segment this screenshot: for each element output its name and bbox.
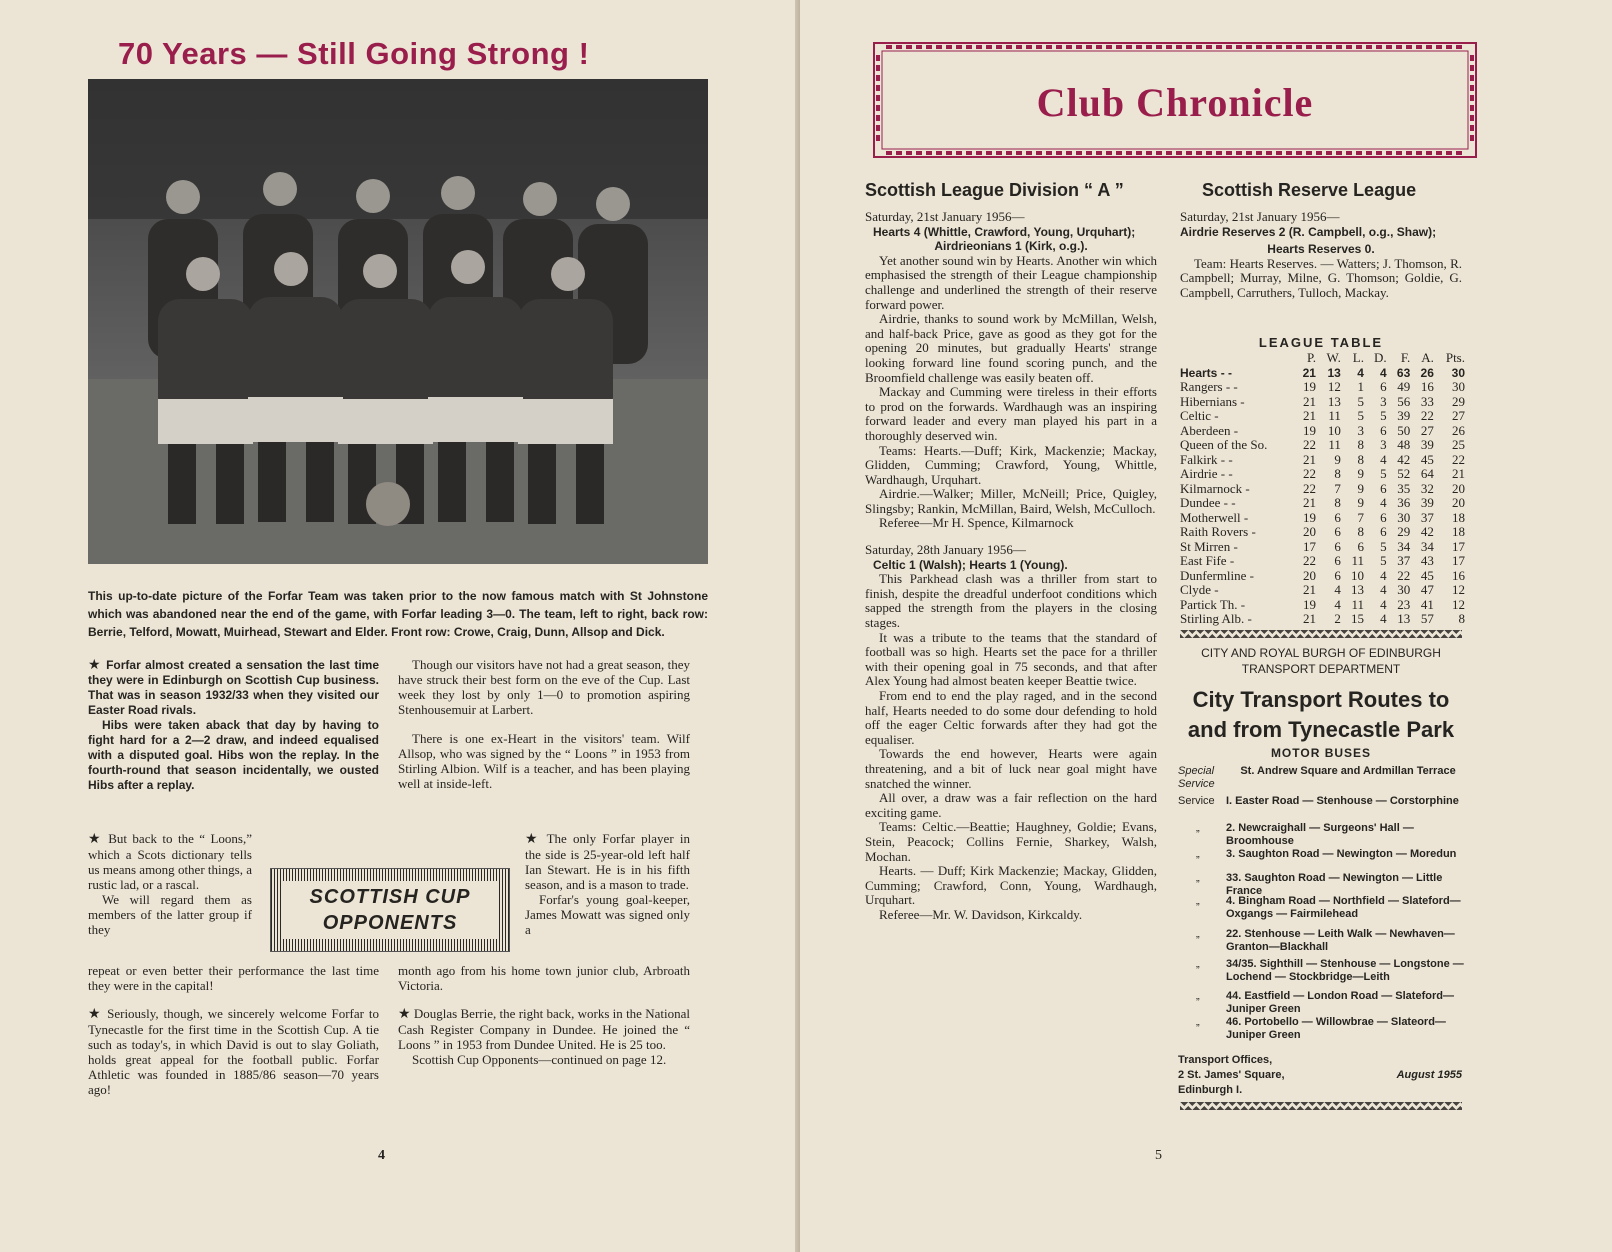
route-item (1178, 895, 1470, 928)
team-name: Queen of the So. (1180, 437, 1268, 452)
article-berrie (398, 1006, 690, 1067)
stat-l: 8 (1357, 437, 1364, 452)
table-row (1180, 438, 1465, 453)
stat-a: 32 (1420, 480, 1434, 496)
stat-d: 6 (1380, 509, 1387, 525)
stat-p: 19 (1302, 596, 1316, 612)
stat-p: 17 (1302, 538, 1316, 554)
stat-l: 10 (1350, 567, 1364, 583)
page-title: 70 Years — Still Going Strong ! (118, 36, 590, 71)
route-item (1178, 990, 1470, 1016)
team-name: Hearts - - (1180, 365, 1233, 380)
stat-w: 4 (1334, 582, 1341, 597)
stat-w: 13 (1327, 393, 1341, 409)
route-label: „ (1196, 928, 1200, 940)
route-text: St. Andrew Square and Ardmillan Terrace (1240, 765, 1456, 777)
stat-f: 30 (1397, 509, 1411, 525)
paragraph: Forfar's young goal-keeper, James Mowatt was signed only a (525, 892, 690, 937)
stat-d: 4 (1380, 611, 1387, 626)
stat-d: 6 (1380, 379, 1387, 394)
stat-p: 22 (1302, 480, 1316, 496)
offices-line: Transport Offices, (1178, 1054, 1273, 1066)
col-header: P. (1306, 350, 1316, 365)
stat-pts: 26 (1452, 422, 1465, 438)
scottish-cup-opponents-box (270, 868, 510, 952)
team-name: Celtic - (1180, 408, 1219, 423)
route-item (1178, 795, 1470, 821)
route-text: 22. Stenhouse — Leith Walk — Newhaven—Granton—Blackhall (1226, 928, 1455, 953)
transport-dept-line2: TRANSPORT DEPARTMENT (1241, 662, 1401, 676)
paragraph: The only Forfar player in the side is 25-year-old left half Ian Stewart. He is in his fifth season, and is a mason to trade. (525, 831, 691, 892)
stat-l: 8 (1357, 451, 1364, 467)
continued-note: Scottish Cup Opponents—continued on page 12. (412, 1052, 667, 1067)
stat-f: 48 (1397, 437, 1411, 452)
team-name: Clyde - (1180, 582, 1219, 597)
stat-d: 4 (1380, 451, 1387, 467)
paragraph: Mackay and Cumming were tireless in their efforts to prod on the forwards. Wardhaugh was an inspiring forward leader and every man played his part in a thoroughly deserved win. (865, 384, 1157, 443)
transport-section (1180, 645, 1462, 761)
route-item (1178, 958, 1470, 990)
team-name: Hibernians - (1180, 393, 1245, 409)
team-name: East Fife - (1180, 553, 1235, 568)
table-row (1180, 395, 1465, 410)
stat-p: 19 (1302, 422, 1316, 438)
route-text: 33. Saughton Road — Newington — Little France (1226, 872, 1443, 897)
stat-p: 22 (1302, 466, 1316, 481)
league-table-title: LEAGUE TABLE (1258, 335, 1384, 350)
paragraph: Forfar almost created a sensation the last time they were in Edinburgh on Scottish Cup business. That was in season 1932/33 when they visited our Easter Road rivals. (88, 658, 380, 717)
table-row (1180, 583, 1465, 598)
stat-f: 22 (1397, 567, 1411, 583)
page-number: 4 (378, 1148, 385, 1163)
col-header: W. (1326, 350, 1341, 365)
team-name: Dunfermline - (1180, 567, 1255, 583)
stat-l: 15 (1350, 611, 1364, 626)
page-left (0, 0, 800, 1252)
stat-a: 41 (1420, 596, 1434, 612)
page-right (800, 0, 1612, 1252)
stat-a: 47 (1420, 582, 1434, 597)
team-name: Falkirk - - (1180, 451, 1233, 467)
route-text: 34/35. Sighthill — Stenhouse — Longstone — Lochend — Stockbridge—Leith (1226, 958, 1464, 983)
article-loons (88, 831, 252, 937)
star-icon: ★ (398, 1006, 411, 1022)
article-stewart (525, 831, 690, 937)
division-a-reports (865, 210, 1157, 923)
paragraph: Airdrie, thanks to sound work by McMillan, Welsh, and half-back Price, gave as good as they got for the opening 20 minutes, but gradually Hearts' strange looking forward line found scoring punch, and the Broomfield challenge was easily beaten off. (865, 311, 1157, 385)
table-row (1180, 424, 1465, 439)
paragraph: Seriously, though, we sincerely welcome Forfar to Tynecastle for the first time in the Scottish Cup. A tie such as today's, in which David is out to slay Goliath, holds great appeal for the football public. Forfar Athletic was founded in 1885/86 season—70 years ago! (88, 1006, 379, 1097)
table-row (1180, 540, 1465, 555)
caption-text: This up-to-date picture of the Forfar Team was taken prior to the now famous match with St Johnstone which was abandoned near the end of the game, with Forfar leading 3—0. The team, left to right, back row: Berrie, Telford, Mowatt, Muirhead, Stewart and Elder. Front row: Crowe, Craig, Dunn, Allsop and Dick. (88, 589, 708, 639)
stat-a: 16 (1420, 379, 1434, 394)
team-name: Aberdeen - (1180, 422, 1239, 438)
stat-f: 42 (1397, 451, 1411, 467)
route-text: 44. Eastfield — London Road — Slateford—Juniper Green (1226, 990, 1454, 1015)
table-row (1180, 482, 1465, 497)
route-item (1178, 1016, 1470, 1042)
stat-f: 39 (1397, 408, 1411, 423)
stat-w: 10 (1327, 422, 1341, 438)
match-date: Saturday, 21st January 1956— (1180, 209, 1340, 224)
transport-dept-line1: CITY AND ROYAL BURGH OF EDINBURGH (1201, 646, 1441, 660)
referee: Referee—Mr H. Spence, Kilmarnock (879, 515, 1074, 531)
stat-w: 13 (1327, 365, 1341, 380)
stat-l: 1 (1357, 379, 1364, 394)
stat-a: 33 (1420, 393, 1434, 409)
stat-pts: 16 (1452, 567, 1465, 583)
match-date: Saturday, 21st January 1956— (865, 209, 1025, 224)
stat-l: 7 (1357, 509, 1364, 525)
paragraph: repeat or even better their performance the last time they were in the capital! (88, 963, 379, 993)
route-text: 3. Saughton Road — Newington — Moredun (1226, 848, 1457, 860)
table-row (1180, 554, 1465, 569)
route-label: Special Service (1178, 765, 1215, 790)
route-item (1178, 872, 1470, 895)
stat-f: 49 (1397, 379, 1411, 394)
stat-p: 21 (1302, 495, 1316, 510)
paragraph: It was a tribute to the teams that the standard of football was so high. Hearts set the pace for a thriller with their opening goal in 75 seconds, and that after Alex Young had almost beaten keeper Beattie twice. (865, 629, 1157, 689)
banner-title: Club Chronicle (1036, 80, 1314, 125)
match-score: Hearts 4 (Whittle, Crawford, Young, Urquhart); (873, 224, 1136, 239)
table-row (1180, 598, 1465, 613)
stat-l: 11 (1351, 553, 1364, 568)
stat-d: 5 (1380, 553, 1387, 568)
team-name: Raith Rovers - (1180, 524, 1256, 539)
stat-a: 43 (1420, 553, 1434, 568)
stat-pts: 18 (1452, 524, 1465, 539)
table-row (1180, 612, 1465, 627)
photo-caption (88, 587, 708, 641)
stat-f: 56 (1397, 393, 1411, 409)
star-icon: ★ (88, 831, 103, 847)
stat-w: 4 (1334, 596, 1341, 612)
paragraph: There is one ex-Heart in the visitors' team. Wilf Allsop, who was signed by the “ Loons ” in 1953 from Stirling Albion. Wilf is a teacher, and has been playing well at inside-left. (398, 731, 690, 791)
team-lineup: Teams: Hearts.—Duff; Kirk, Mackenzie; Mackay, Glidden, Cumming; Crawford, Young, Whittle, Wardhaugh, Urquhart. (865, 442, 1157, 487)
team-lineup: Hearts. — Duff; Kirk Mackenzie; Mackay, Glidden, Cumming; Crawford, Conn, Young, Wardhaugh, Urquhart. (865, 863, 1157, 908)
stat-l: 6 (1357, 538, 1364, 554)
stat-f: 37 (1397, 553, 1411, 568)
stat-f: 50 (1397, 422, 1411, 438)
stat-f: 35 (1397, 480, 1411, 496)
stat-d: 6 (1380, 422, 1387, 438)
route-item (1178, 765, 1470, 793)
table-row (1180, 366, 1465, 381)
stat-d: 4 (1380, 596, 1387, 612)
article-visitors-form (398, 657, 690, 791)
transport-title-line2: and from Tynecastle Park (1187, 717, 1455, 742)
team-name: Stirling Alb. - (1180, 611, 1252, 626)
stat-a: 22 (1420, 408, 1434, 423)
team-name: Kilmarnock - (1180, 480, 1250, 496)
table-row (1180, 409, 1465, 424)
star-icon: ★ (88, 1006, 103, 1022)
stat-f: 52 (1397, 466, 1411, 481)
stat-a: 42 (1420, 524, 1434, 539)
stat-d: 3 (1380, 393, 1387, 409)
stat-pts: 18 (1452, 509, 1465, 525)
offices-line: Edinburgh I. (1178, 1084, 1243, 1096)
offices-date: August 1955 (1396, 1069, 1462, 1081)
stat-w: 8 (1334, 495, 1341, 510)
team-lineup: Teams: Celtic.—Beattie; Haughney, Goldie; Evans, Stein, Peacock; Collins Fernie, Sharkey, Walsh, Mochan. (865, 819, 1157, 864)
stat-w: 12 (1327, 379, 1341, 394)
stat-p: 20 (1302, 524, 1316, 539)
offices-line: 2 St. James' Square, (1178, 1069, 1285, 1081)
referee: Referee—Mr. W. Davidson, Kirkcaldy. (879, 906, 1083, 922)
stat-l: 8 (1357, 524, 1364, 539)
route-item (1178, 848, 1470, 872)
stat-l: 11 (1351, 596, 1364, 612)
stat-p: 21 (1302, 451, 1316, 467)
table-row (1180, 453, 1465, 468)
route-list (1178, 765, 1470, 1050)
match-score: Celtic 1 (Walsh); Hearts 1 (Young). (873, 557, 1068, 572)
stat-pts: 12 (1452, 582, 1465, 597)
stat-p: 21 (1302, 408, 1316, 423)
stat-l: 13 (1350, 582, 1364, 597)
stat-a: 39 (1420, 495, 1434, 510)
stat-w: 6 (1334, 538, 1341, 554)
stat-p: 21 (1302, 393, 1316, 409)
stat-w: 6 (1334, 553, 1341, 568)
reserve-league-heading: Scottish Reserve League (1202, 180, 1417, 200)
route-text: I. Easter Road — Stenhouse — Corstorphine (1226, 795, 1459, 807)
stat-p: 22 (1302, 553, 1316, 568)
stat-f: 13 (1397, 611, 1411, 626)
division-a-heading: Scottish League Division “ A ” (865, 180, 1124, 200)
route-label: „ (1196, 872, 1200, 884)
stat-a: 34 (1420, 538, 1434, 554)
stat-pts: 21 (1452, 466, 1465, 481)
stat-a: 37 (1420, 509, 1434, 525)
table-row (1180, 511, 1465, 526)
route-text: 46. Portobello — Willowbrae — Slateord—Juniper Green (1226, 1016, 1446, 1041)
col-header: F. (1400, 350, 1411, 365)
stat-pts: 20 (1452, 480, 1465, 496)
paragraph: From end to end the play raged, and in the second half, Hearts needed to do some dour defending to hold off the eager Celtic forwards after they had got the equaliser. (865, 688, 1157, 747)
col-header: L. (1352, 350, 1364, 365)
article-loons-cont (88, 963, 379, 993)
transport-title-line1: City Transport Routes to (1192, 687, 1450, 712)
table-row (1180, 467, 1465, 482)
stat-pts: 25 (1452, 437, 1465, 452)
stat-pts: 17 (1452, 553, 1465, 568)
stat-p: 21 (1302, 582, 1316, 597)
stat-d: 5 (1380, 466, 1387, 481)
route-item (1178, 822, 1470, 848)
stat-a: 64 (1420, 466, 1434, 481)
stat-w: 6 (1334, 509, 1341, 525)
stat-p: 22 (1302, 437, 1316, 452)
route-text: 4. Bingham Road — Northfield — Slateford— Oxgangs — Fairmilehead (1226, 895, 1461, 920)
paragraph: Yet another sound win by Hearts. Another win which emphasised the strength of their League championship challenge and underlined the strength of their reserve forward power. (865, 252, 1157, 312)
stat-d: 4 (1380, 582, 1387, 597)
stat-w: 7 (1334, 480, 1341, 496)
stat-f: 23 (1397, 596, 1411, 612)
article-forfar-sensation (88, 658, 379, 793)
stat-a: 45 (1420, 451, 1434, 467)
stat-f: 30 (1397, 582, 1411, 597)
route-label: „ (1196, 848, 1200, 860)
stat-l: 9 (1357, 495, 1364, 510)
stat-l: 3 (1357, 422, 1364, 438)
team-name: St Mirren - (1180, 538, 1238, 554)
col-header: D. (1374, 350, 1387, 365)
article-stewart-cont (398, 963, 690, 993)
stat-w: 6 (1334, 567, 1341, 583)
stat-f: 34 (1397, 538, 1411, 554)
stat-a: 26 (1420, 365, 1434, 380)
stat-d: 4 (1380, 567, 1387, 583)
route-label: „ (1196, 822, 1200, 834)
table-row (1180, 525, 1465, 540)
box-title-line2: OPPONENTS (322, 912, 458, 934)
stat-a: 27 (1420, 422, 1434, 438)
stat-pts: 20 (1452, 495, 1465, 510)
stat-f: 29 (1397, 524, 1411, 539)
star-icon: ★ (525, 831, 541, 847)
col-header: A. (1421, 350, 1434, 365)
stat-w: 11 (1328, 437, 1341, 452)
stat-pts: 29 (1452, 393, 1465, 409)
stat-d: 4 (1380, 495, 1387, 510)
transport-offices (1178, 1053, 1468, 1098)
table-row (1180, 496, 1465, 511)
club-chronicle-banner (872, 41, 1478, 159)
stat-a: 45 (1420, 567, 1434, 583)
motor-buses-label: MOTOR BUSES (1270, 746, 1372, 760)
stat-p: 21 (1302, 365, 1316, 380)
stat-w: 6 (1334, 524, 1341, 539)
stat-d: 3 (1380, 437, 1387, 452)
paragraph: Hibs were taken aback that day by having to fight hard for a 2—2 draw, and indeed equalised with a disputed goal. Hibs won the replay. In the fourth-round that season incidentally, we ousted Hibs after a replay. (88, 718, 379, 792)
stat-p: 19 (1302, 379, 1316, 394)
match-score: Airdrieonians 1 (Kirk, o.g.). (934, 239, 1088, 254)
stat-a: 57 (1420, 611, 1434, 626)
page-number: 5 (1155, 1148, 1162, 1163)
match-score: Hearts Reserves 0. (1267, 242, 1375, 257)
stat-w: 8 (1334, 466, 1341, 481)
stat-w: 9 (1334, 451, 1341, 467)
paragraph: All over, a draw was a fair reflection on the hard exciting game. (865, 790, 1157, 820)
paragraph: But back to the “ Loons,” which a Scots dictionary tells us means among other things, a rustic lad, or a rascal. (88, 831, 253, 892)
team-name: Dundee - - (1180, 495, 1236, 510)
table-row (1180, 569, 1465, 584)
team-lineup: Airdrie.—Walker; Miller, McNeill; Price, Quigley, Slingsby; Rankin, McMillan, Baird, Welsh, McCulloch. (865, 486, 1157, 516)
route-item (1178, 928, 1470, 958)
team-name: Airdrie - - (1180, 466, 1233, 481)
stat-a: 39 (1420, 437, 1434, 452)
stat-pts: 17 (1452, 538, 1465, 554)
stat-l: 9 (1357, 466, 1364, 481)
divider (1180, 1102, 1462, 1110)
route-label: „ (1196, 958, 1200, 970)
route-label: „ (1196, 895, 1200, 907)
route-label: „ (1196, 1016, 1200, 1028)
team-name: Motherwell - (1180, 509, 1249, 525)
paragraph: Douglas Berrie, the right back, works in the National Cash Register Company in Dundee. He joined the “ Loons ” in 1953 from Dundee United. He is 25 too. (398, 1006, 690, 1052)
stat-pts: 30 (1451, 365, 1465, 380)
stat-w: 11 (1328, 408, 1341, 423)
paragraph: month ago from his home town junior club, Arbroath Victoria. (398, 963, 690, 993)
stat-p: 20 (1302, 567, 1316, 583)
stat-d: 5 (1380, 408, 1387, 423)
stat-f: 36 (1397, 495, 1411, 510)
star-icon: ★ (88, 657, 102, 673)
stat-pts: 30 (1452, 379, 1465, 394)
paragraph: We will regard them as members of the latter group if they (88, 892, 252, 937)
paragraph: Though our visitors have not had a great season, they have struck their best form on the eve of the Cup. Last week they lost by only 1—0 to promotion aspiring Stenhousemuir at Larbert. (398, 657, 690, 717)
route-text: 2. Newcraighall — Surgeons' Hall —Broomhouse (1226, 822, 1414, 847)
box-title-line1: SCOTTISH CUP (309, 886, 471, 908)
stat-w: 2 (1334, 611, 1341, 626)
stat-l: 5 (1357, 408, 1364, 423)
col-header: Pts. (1445, 350, 1465, 365)
stat-d: 6 (1380, 524, 1387, 539)
team-photo (88, 79, 708, 564)
stat-pts: 12 (1452, 596, 1465, 612)
stat-pts: 27 (1452, 408, 1465, 423)
reserve-league-report (1180, 210, 1462, 301)
paragraph: This Parkhead clash was a thriller from start to finish, despite the dreadful underfoot conditions which sapped the strength from the players in the closing stages. (865, 571, 1157, 631)
stat-pts: 8 (1458, 611, 1465, 626)
stat-l: 4 (1357, 365, 1364, 380)
stat-p: 19 (1302, 509, 1316, 525)
route-label: „ (1196, 990, 1200, 1002)
article-welcome (88, 1006, 379, 1097)
league-table-header (1180, 351, 1465, 366)
team-name: Rangers - - (1180, 379, 1238, 394)
route-label: Service (1178, 795, 1215, 807)
table-row (1180, 380, 1465, 395)
team-name: Partick Th. - (1180, 596, 1246, 612)
stat-f: 63 (1396, 365, 1411, 380)
stat-d: 4 (1379, 365, 1387, 380)
stat-p: 21 (1302, 611, 1316, 626)
stat-l: 9 (1357, 480, 1364, 496)
match-score: Airdrie Reserves 2 (R. Campbell, o.g., Shaw); (1180, 224, 1437, 239)
match-date: Saturday, 28th January 1956— (865, 542, 1026, 558)
stat-d: 5 (1380, 538, 1387, 554)
league-table (1180, 351, 1465, 627)
team-lineup: Team: Hearts Reserves. — Watters; J. Thomson, R. Campbell; Murray, Milne, G. Thomson; Goldie, G. Campbell, Carruthers, Tulloch, Mackay. (1180, 255, 1462, 300)
stat-d: 6 (1380, 480, 1387, 496)
stat-pts: 22 (1452, 451, 1465, 467)
paragraph: Towards the end however, Hearts were again threatening, and a bit of luck near goal might have snatched the winner. (865, 746, 1157, 791)
divider (1180, 630, 1462, 638)
stat-l: 5 (1357, 393, 1364, 409)
